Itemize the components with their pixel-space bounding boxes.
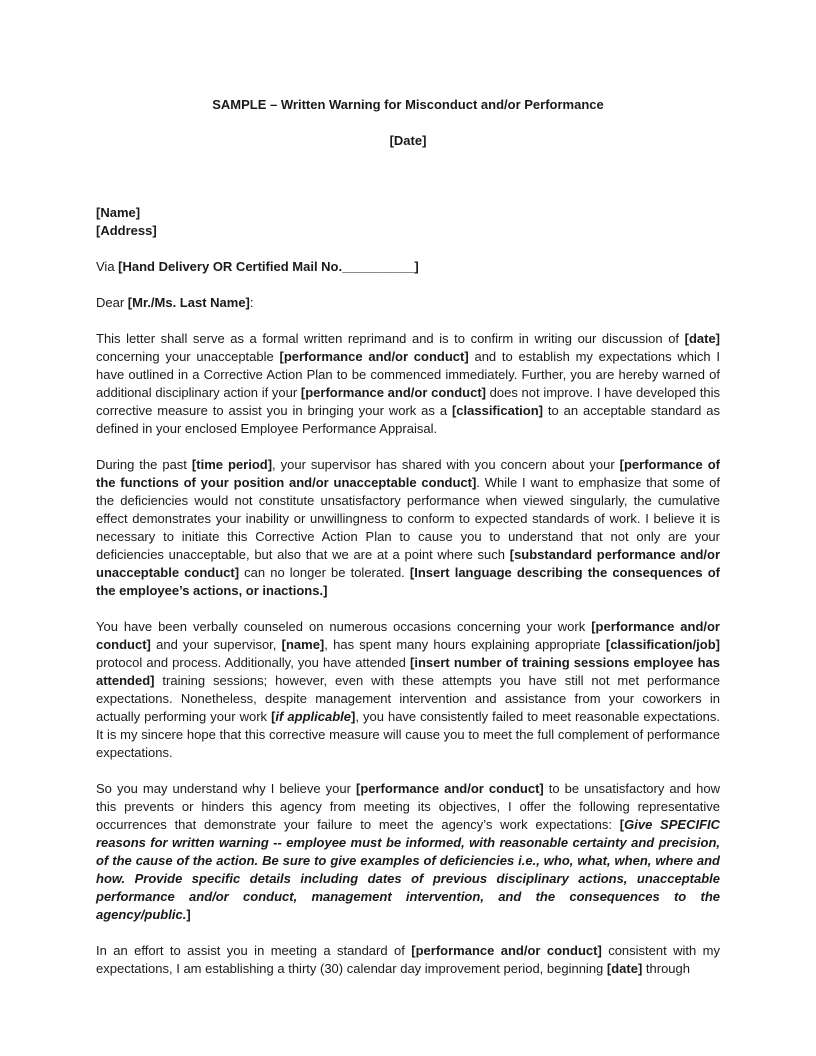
- emphasized-text: [: [619, 817, 625, 832]
- emphasized-text: ]: [350, 709, 356, 724]
- paragraph-text: , your supervisor has shared with you concern about your: [272, 457, 620, 472]
- body-paragraph: [96, 780, 720, 924]
- paragraph-text: , you have consistently failed to meet reasonable expectations. It is my sincere hope that this corrective measure will cause you to meet the full complement of performance expectations.: [96, 709, 721, 760]
- emphasized-text: [performance of the functions of your position and/or unacceptable conduct]: [96, 457, 720, 490]
- via-prefix: Via: [96, 259, 119, 274]
- emphasized-text: [substandard performance and/or unacceptable conduct]: [96, 547, 721, 580]
- body-paragraph: [96, 618, 720, 762]
- emphasized-text: [classification]: [451, 403, 543, 418]
- body-paragraph: [96, 330, 720, 438]
- emphasized-text: [time period]: [191, 457, 273, 472]
- emphasized-text: [date]: [684, 331, 720, 346]
- paragraph-text: During the past: [96, 457, 192, 472]
- paragraph-text: You have been verbally counseled on numerous occasions concerning your work: [96, 619, 592, 634]
- paragraph-text: concerning your unacceptable: [96, 349, 280, 364]
- paragraph-text: In an effort to assist you in meeting a standard of: [96, 943, 412, 958]
- emphasized-text: [date]: [606, 961, 643, 976]
- date-placeholder: [Date]: [389, 133, 427, 148]
- paragraph-text: to an acceptable standard as defined in your enclosed Employee Performance Appraisal.: [96, 403, 720, 436]
- body-paragraph: [96, 942, 720, 978]
- page-title: SAMPLE – Written Warning for Misconduct and/or Performance: [212, 97, 604, 112]
- emphasized-text: [performance and/or conduct]: [355, 781, 544, 796]
- paragraph-text: to be unsatisfactory and how this prevents or hinders this agency from meeting its objectives, I offer the following representative occurrences that demonstrate your failure to meet the agency’s work expectations:: [96, 781, 720, 832]
- paragraph-text: , has spent many hours explaining appropriate: [324, 637, 606, 652]
- emphasized-text: Give SPECIFIC reasons for written warning -- employee must be informed, with reasonable certainty and precision, of the cause of the action. Be sure to give examples of deficiencies i.e., who, what, when, where and how. Provide specific details including dates of previous disciplinary actions, unacceptable performance and/or conduct, management intervention, and the consequences to the agency/public.: [96, 817, 721, 922]
- body-paragraph: [96, 456, 720, 600]
- emphasized-text: [performance and/or conduct]: [300, 385, 486, 400]
- emphasized-text: [name]: [281, 637, 325, 652]
- delivery-method: [Hand Delivery OR Certified Mail No.__________]: [118, 259, 419, 274]
- paragraph-text: protocol and process. Additionally, you have attended: [96, 655, 410, 670]
- recipient-block: [96, 204, 720, 240]
- paragraph-text: So you may understand why I believe your: [96, 781, 356, 796]
- letter-paragraphs: [96, 330, 720, 978]
- emphasized-text: [performance and/or conduct]: [279, 349, 469, 364]
- emphasized-text: [classification/job]: [605, 637, 720, 652]
- paragraph-text: This letter shall serve as a formal written reprimand and is to confirm in writing our discussion of: [96, 331, 685, 346]
- salutation-prefix: Dear: [96, 295, 128, 310]
- paragraph-text: consistent with my expectations, I am establishing a thirty (30) calendar day improvement period, beginning: [96, 943, 720, 976]
- emphasized-text: ]: [186, 907, 191, 922]
- delivery-method-line: [96, 258, 720, 276]
- recipient-address: [Address]: [96, 223, 157, 238]
- salutation-suffix: :: [249, 295, 254, 310]
- emphasized-text: [Insert language describing the consequences of the employee’s actions, or inactions.]: [96, 565, 721, 598]
- salutation: [96, 294, 720, 312]
- emphasized-text: [performance and/or conduct]: [96, 619, 720, 652]
- paragraph-text: can no longer be tolerated.: [239, 565, 410, 580]
- letter-body: [96, 96, 720, 996]
- paragraph-text: and to establish my expectations which I have outlined in a Corrective Action Plan to be commenced immediately. Further, you are hereby warned of additional disciplinary action if your: [96, 349, 720, 400]
- emphasized-text: if applicable: [275, 709, 351, 724]
- recipient-name: [Name]: [96, 205, 141, 220]
- paragraph-text: . While I want to emphasize that some of the deficiencies would not constitute unsatisfactory performance when viewed singularly, the cumulative effect demonstrates your inability or unwillingness to conform to expected standards of work. I believe it is necessary to initiate this Corrective Action Plan to cause you to understand that not only are your deficiencies unacceptable, but also that we are at a point where such: [96, 475, 720, 562]
- emphasized-text: [performance and/or conduct]: [411, 943, 602, 958]
- paragraph-text: training sessions; however, even with these attempts you have still not met performance expectations. Nonetheless, despite management intervention and assistance from your coworkers in actually performing your work: [96, 673, 720, 724]
- emphasized-text: [: [271, 709, 276, 724]
- salutation-name: [Mr./Ms. Last Name]: [127, 295, 250, 310]
- paragraph-text: and your supervisor,: [150, 637, 282, 652]
- paragraph-text: does not improve. I have developed this corrective measure to assist you in bringing your work as a: [96, 385, 720, 418]
- emphasized-text: [insert number of training sessions employee has attended]: [96, 655, 720, 688]
- paragraph-text: through: [642, 961, 690, 976]
